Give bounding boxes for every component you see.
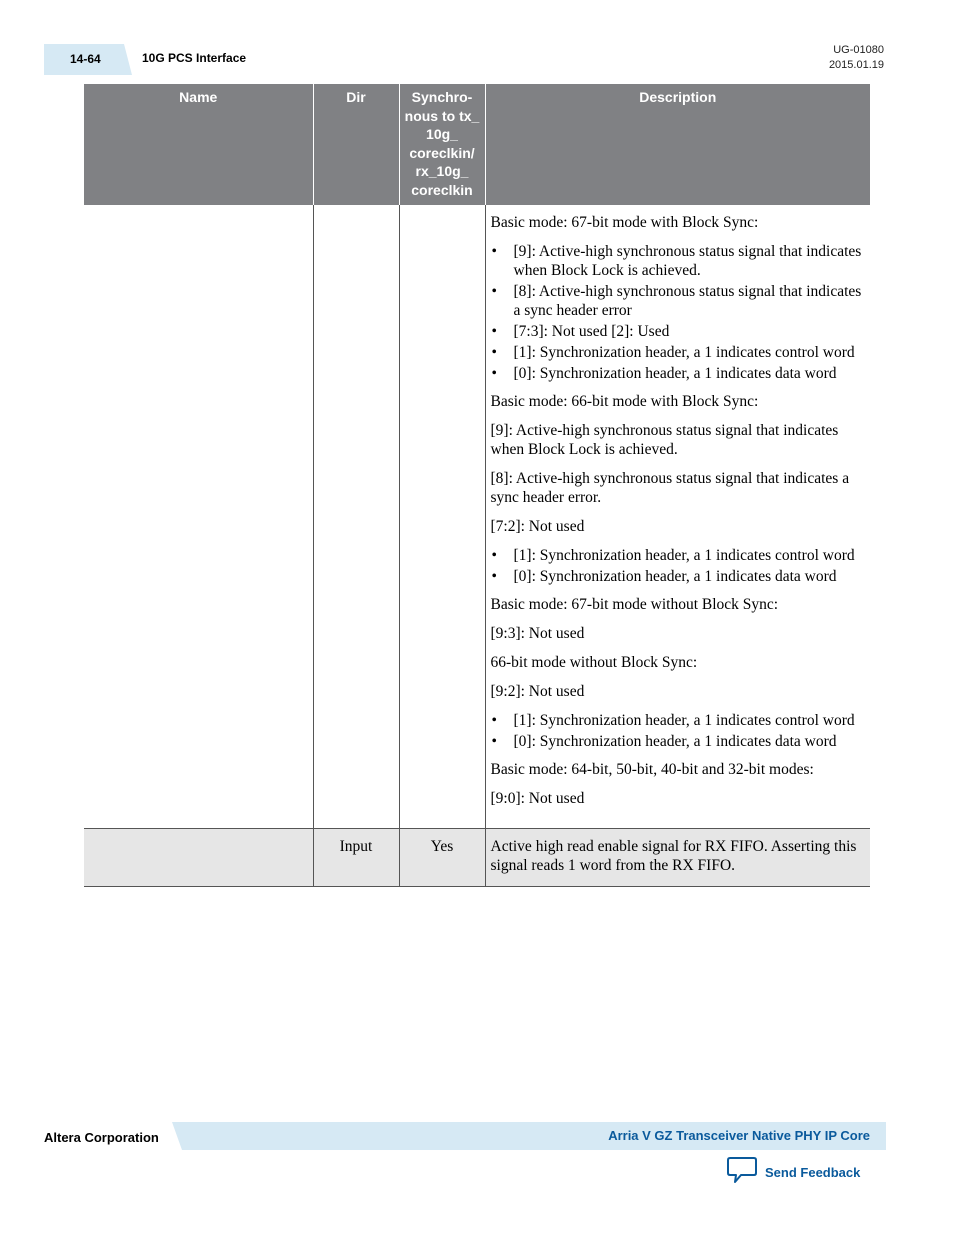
speech-bubble-icon [727, 1156, 757, 1189]
list-item: • [0]: Synchronization header, a 1 indicates data word [491, 567, 866, 586]
description-paragraph: Basic mode: 67-bit mode without Block Sync: [490, 596, 779, 613]
doc-date: 2015.01.19 [828, 59, 884, 71]
column-header-description: Description [485, 84, 870, 205]
send-feedback-link[interactable] [727, 1158, 860, 1186]
description-paragraph: [9:2]: Not used [490, 683, 585, 700]
column-header-name: Name [84, 84, 313, 205]
send-feedback-label[interactable]: Send Feedback [765, 1164, 861, 1180]
description-paragraph: [9:3]: Not used [490, 625, 585, 642]
bullet-list [491, 242, 866, 383]
cell-name [84, 205, 313, 829]
cell-sync: Yes [399, 829, 485, 887]
document-id [829, 43, 884, 73]
description-paragraph: Basic mode: 66-bit mode with Block Sync: [490, 393, 759, 410]
list-item: • [1]: Synchronization header, a 1 indicates control word [491, 546, 866, 565]
cell-dir: Input [313, 829, 399, 887]
description-paragraph: 66-bit mode without Block Sync: [490, 654, 698, 671]
list-item: • [8]: Active-high synchronous status signal that indicates a sync header error [491, 282, 866, 320]
column-header-sync: Synchro- nous to tx_ 10g_ coreclkin/ rx_10g_ coreclkin [399, 84, 485, 205]
list-item: • [1]: Synchronization header, a 1 indicates control word [491, 343, 866, 362]
description-paragraph: [7:2]: Not used [490, 518, 585, 535]
footer-doc-title[interactable]: Arria V GZ Transceiver Native PHY IP Core [608, 1128, 870, 1143]
description-paragraph: Basic mode: 64-bit, 50-bit, 40-bit and 32-bit modes: [490, 761, 814, 778]
cell-dir [313, 205, 399, 829]
column-header-dir: Dir [313, 84, 399, 205]
cell-sync [399, 205, 485, 829]
list-item: • [0]: Synchronization header, a 1 indicates data word [491, 732, 866, 751]
doc-number: UG-01080 [833, 44, 884, 56]
section-title: 10G PCS Interface [142, 51, 247, 65]
page-number: 14-64 [70, 52, 101, 66]
list-item: • [9]: Active-high synchronous status signal that indicates when Block Lock is achieved. [491, 242, 866, 280]
description-paragraph: [9]: Active-high synchronous status signal that indicates when Block Lock is achieved. [490, 422, 839, 458]
table-row [84, 205, 870, 829]
description-paragraph: [9:0]: Not used [490, 790, 585, 807]
bullet-list [491, 711, 866, 751]
signal-table [84, 84, 870, 887]
description-paragraph: Basic mode: 67-bit mode with Block Sync: [490, 214, 759, 231]
list-item: • [0]: Synchronization header, a 1 indicates data word [491, 364, 866, 383]
table-header-row [84, 84, 870, 205]
cell-description [485, 205, 870, 829]
table-row [84, 829, 870, 887]
footer-company: Altera Corporation [44, 1130, 159, 1145]
list-item: • [1]: Synchronization header, a 1 indicates control word [491, 711, 866, 730]
list-item: • [7:3]: Not used [2]: Used [491, 322, 866, 341]
bullet-list [491, 546, 866, 586]
cell-name [84, 829, 313, 887]
description-paragraph: [8]: Active-high synchronous status signal that indicates a sync header error. [490, 470, 850, 506]
cell-description: Active high read enable signal for RX FIFO. Asserting this signal reads 1 word from the RX FIFO. [485, 829, 870, 887]
